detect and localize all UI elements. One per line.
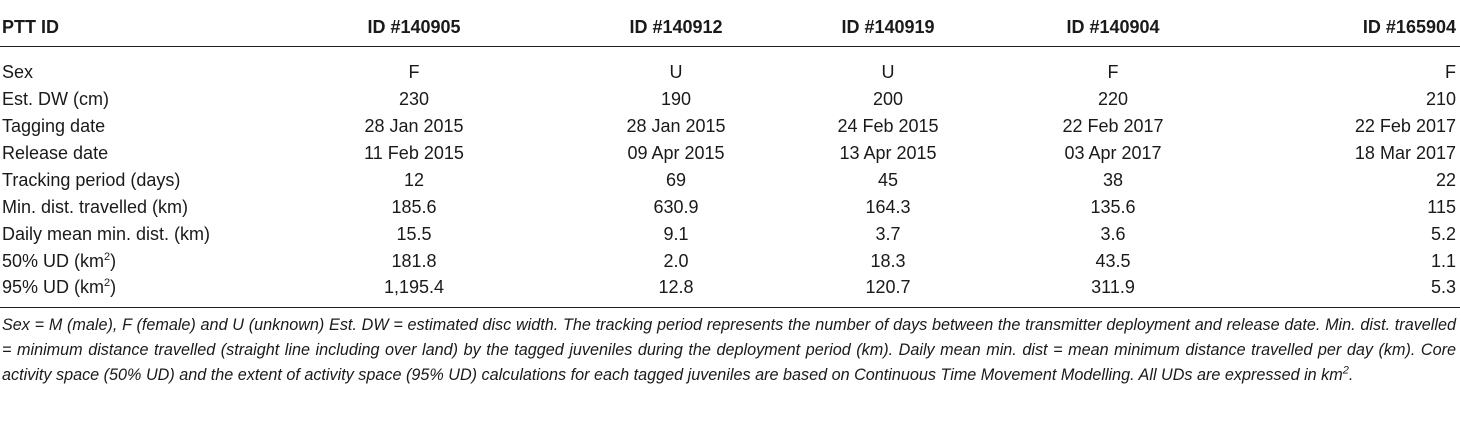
footnote-superscript: 2 [1342, 364, 1349, 377]
table-cell: 5.3 [1232, 275, 1460, 308]
row-label-text: Tracking period (days) [2, 170, 181, 190]
header-cell-140904: ID #140904 [994, 8, 1232, 47]
table-cell: 3.6 [1100, 224, 1126, 244]
table-cell: 3.7 [875, 224, 901, 244]
row-label [0, 194, 258, 221]
header-cell-ptt-id: PTT ID [0, 8, 258, 47]
table-cell: 12 [403, 170, 425, 190]
table-cell: 164.3 [865, 197, 911, 217]
table-cell: U [669, 62, 683, 82]
row-label [0, 167, 258, 194]
table-cell: F [1445, 62, 1456, 82]
row-label [0, 113, 258, 140]
table-cell: U [881, 62, 895, 82]
table-cell: 69 [665, 170, 687, 190]
table-cell: 45 [877, 170, 899, 190]
table-cell: 22 Feb 2017 [1062, 116, 1164, 136]
row-label-text: Tagging date [2, 116, 106, 136]
row-label-text: 50% UD (km [2, 251, 105, 271]
table-row [0, 194, 1460, 221]
row-label-text: Release date [2, 143, 109, 163]
row-label [0, 275, 258, 308]
table-cell: 630.9 [653, 197, 699, 217]
table-row [0, 275, 1460, 308]
table-cell: 1,195.4 [258, 275, 570, 308]
row-label-text: Sex [2, 62, 34, 82]
table-cell: 230 [398, 89, 430, 109]
table-row [0, 167, 1460, 194]
row-label [0, 47, 258, 87]
table-cell: 11 Feb 2015 [364, 143, 464, 163]
table-cell: 03 Apr 2017 [1064, 143, 1162, 163]
table-cell: 28 Jan 2015 [364, 116, 464, 136]
table-row [0, 140, 1460, 167]
table-row [0, 113, 1460, 140]
table-cell: 38 [1102, 170, 1124, 190]
table-cell: 135.6 [1090, 197, 1136, 217]
footnote-text: Sex = M (male), F (female) and U (unknown) Est. DW = estimated disc width. The tracking period represents the number of days between the transmitter deployment and release date. Min. dist. travelled = minimum distance travelled (straight line including over land) by the tagged juveniles during the deployment period (km). Daily mean min. dist = mean minimum distance travelled per day (km). Core activity space (50% UD) and the extent of activity space (95% UD) calculations for each tagged juveniles are based on Continuous Time Movement Modelling. All UDs are expressed in km [2, 316, 1456, 384]
table-cell: 9.1 [663, 224, 689, 244]
table-cell: 5.2 [1430, 224, 1456, 244]
table-cell: 09 Apr 2015 [627, 143, 725, 163]
header-cell-140905: ID #140905 [258, 8, 570, 47]
row-label [0, 221, 258, 248]
row-label-text: Min. dist. travelled (km) [2, 197, 189, 217]
table-cell: 15.5 [396, 224, 432, 244]
table-cell: 18.3 [870, 251, 906, 271]
data-table [0, 8, 1460, 308]
header-cell-140919: ID #140919 [782, 8, 994, 47]
row-label-tail: ) [110, 277, 117, 297]
table-cell: 2.0 [663, 251, 689, 271]
row-label-superscript: 2 [104, 277, 111, 289]
header-row [0, 8, 1460, 47]
table-cell: 24 Feb 2015 [837, 116, 939, 136]
row-label [0, 140, 258, 167]
table-cell: 1.1 [1430, 251, 1456, 271]
table-body [0, 47, 1460, 308]
table-cell: 115 [1427, 197, 1456, 217]
row-label [0, 248, 258, 275]
table-cell: 18 Mar 2017 [1354, 143, 1456, 163]
footnote-tail: . [1348, 366, 1354, 384]
header-cell-140912: ID #140912 [570, 8, 782, 47]
table-cell: 311.9 [994, 275, 1232, 308]
table-cell: 28 Jan 2015 [626, 116, 726, 136]
table-cell: 43.5 [1095, 251, 1131, 271]
row-label-tail: ) [110, 251, 117, 271]
row-label-text: Est. DW (cm) [2, 89, 109, 109]
table-cell: 22 Feb 2017 [1354, 116, 1456, 136]
table-footnote [2, 313, 1456, 388]
row-label-text: Daily mean min. dist. (km) [2, 224, 211, 244]
table-cell: F [408, 62, 420, 82]
table-cell: 22 [1435, 170, 1456, 190]
table-cell: 190 [660, 89, 692, 109]
table-row [0, 86, 1460, 113]
table-cell: 220 [1097, 89, 1129, 109]
table-cell: 210 [1425, 89, 1456, 109]
table-cell: 13 Apr 2015 [839, 143, 937, 163]
table-cell: F [1107, 62, 1119, 82]
row-label [0, 86, 258, 113]
table-cell: 185.6 [391, 197, 437, 217]
table-cell: 12.8 [570, 275, 782, 308]
table-row [0, 221, 1460, 248]
header-cell-165904: ID #165904 [1232, 8, 1460, 47]
table-row [0, 47, 1460, 87]
table-cell: 120.7 [782, 275, 994, 308]
row-label-text: 95% UD (km [2, 277, 105, 297]
table-cell: 200 [872, 89, 904, 109]
row-label-superscript: 2 [104, 251, 111, 263]
table-row [0, 248, 1460, 275]
table-cell: 181.8 [391, 251, 437, 271]
